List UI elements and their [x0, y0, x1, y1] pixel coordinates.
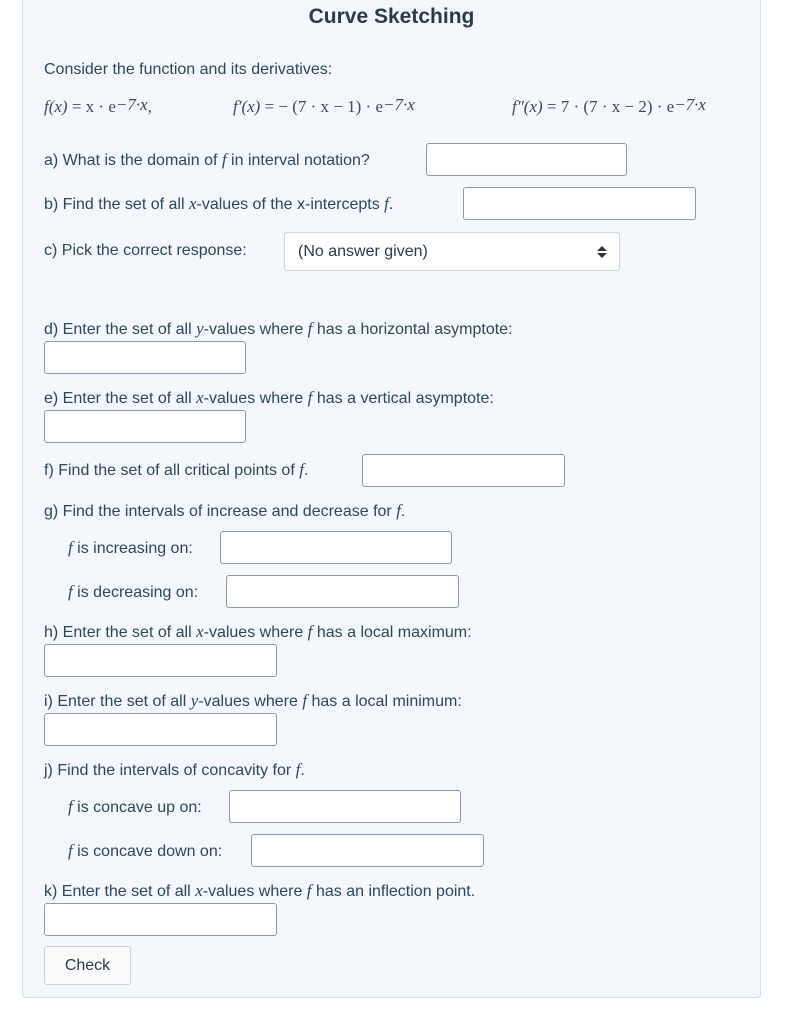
question-d: d) Enter the set of all y-values where f has a horizontal asymptote: — [44, 319, 513, 338]
concave-down-label: f is concave down on: — [68, 841, 223, 860]
question-e: e) Enter the set of all x-values where f has a vertical asymptote: — [44, 388, 494, 407]
increasing-input[interactable] — [220, 531, 452, 564]
question-i: i) Enter the set of all y-values where f has a local minimum: — [44, 691, 462, 710]
answer-h-input[interactable] — [44, 644, 277, 677]
question-h: h) Enter the set of all x-values where f has a local maximum: — [44, 622, 472, 641]
page-title: Curve Sketching — [308, 5, 475, 28]
answer-d-input[interactable] — [44, 341, 246, 374]
question-k: k) Enter the set of all x-values where f has an inflection point. — [44, 881, 476, 900]
question-a: a) What is the domain of f in interval notation? — [44, 150, 370, 169]
answer-c-select[interactable] — [284, 232, 620, 271]
intro-text: Consider the function and its derivatives: — [44, 61, 333, 78]
concave-down-input[interactable] — [251, 834, 484, 867]
concave-up-input[interactable] — [229, 790, 461, 823]
question-b: b) Find the set of all x-values of the x-intercepts f. — [44, 194, 394, 213]
answer-k-input[interactable] — [44, 903, 277, 936]
answer-e-input[interactable] — [44, 410, 246, 443]
answer-b-input[interactable] — [463, 187, 696, 220]
question-f: f) Find the set of all critical points of f. — [44, 460, 309, 479]
increasing-label: f is increasing on: — [68, 538, 193, 557]
formula-f-prime: f′(x) = − $(7 \cdot x - 1) \cdot e^{-7\cdot x}$ — [233, 95, 415, 116]
question-j: j) Find the intervals of concavity for f. — [44, 760, 305, 779]
concave-up-label: f is concave up on: — [68, 797, 202, 816]
check-button[interactable]: Check — [44, 946, 131, 985]
decreasing-label: f is decreasing on: — [68, 582, 199, 601]
answer-i-input[interactable] — [44, 713, 277, 746]
decreasing-input[interactable] — [226, 575, 459, 608]
answer-a-input[interactable] — [426, 143, 627, 176]
formula-f: $f(x) = x \cdot e^{-7\cdot x}$, — [44, 95, 152, 116]
question-c: c) Pick the correct response: — [44, 242, 247, 259]
select-value: (No answer given) — [298, 243, 428, 260]
select-arrows-icon — [597, 246, 607, 258]
formula-f-double-prime: $f''(x) = 7 \cdot (7 \cdot x - 2) \cdot e^{-7\cdot x}$ — [512, 95, 706, 116]
question-g: g) Find the intervals of increase and decrease for f. — [44, 501, 406, 520]
answer-f-input[interactable] — [362, 454, 565, 487]
